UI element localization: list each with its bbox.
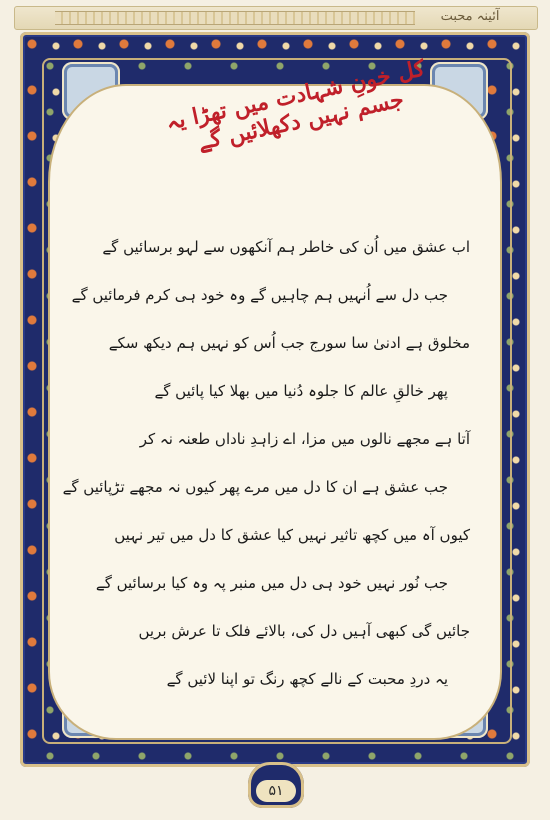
poem-line: مخلوق ہے ادنیٰ سا سورج جب اُس کو نہیں ہم دیکھ سکے	[108, 334, 470, 352]
poem-line: جب دل سے اُنہیں ہم چاہیں گے وہ خود ہی کرم فرمائیں گے	[71, 286, 448, 304]
poem-line: جب نُور نہیں خود ہی دل میں منبر پہ وہ کیا برسائیں گے	[95, 574, 448, 592]
poem-line: یہ دردِ محبت کے نالے کچھ رنگ تو اپنا لائیں گے	[166, 670, 448, 688]
poem-title: کل خونِ شہادت میں تھڑا یہ جسم نہیں دکھلائیں گے	[163, 55, 428, 156]
header-title: آئینہ محبت	[440, 9, 500, 24]
page-number: ۵۱	[256, 780, 296, 802]
poem-line: جائیں گی کبھی آہیں دل کی، بالائے فلک تا عرش بریں	[138, 622, 470, 640]
poem-line: آتا ہے مجھے نالوں میں مزا، اے زاہدِ ناداں طعنہ نہ کر	[139, 430, 470, 448]
poem-body	[62, 235, 470, 715]
poem-line: اب عشق میں اُن کی خاطر ہم آنکھوں سے لہو برسائیں گے	[102, 238, 470, 256]
poem-line: جب عشق ہے ان کا دل میں مرے پھر کیوں نہ مجھے تڑپائیں گے	[62, 478, 448, 496]
poem-line: کیوں آہ میں کچھ تاثیر نہیں کیا عشق کا دل میں تیر نہیں	[114, 526, 470, 544]
poem-line: پھر خالقِ عالم کا جلوہ دُنیا میں بھلا کیا پائیں گے	[154, 382, 448, 400]
header-strip	[14, 6, 538, 30]
header-ornament	[55, 11, 415, 25]
